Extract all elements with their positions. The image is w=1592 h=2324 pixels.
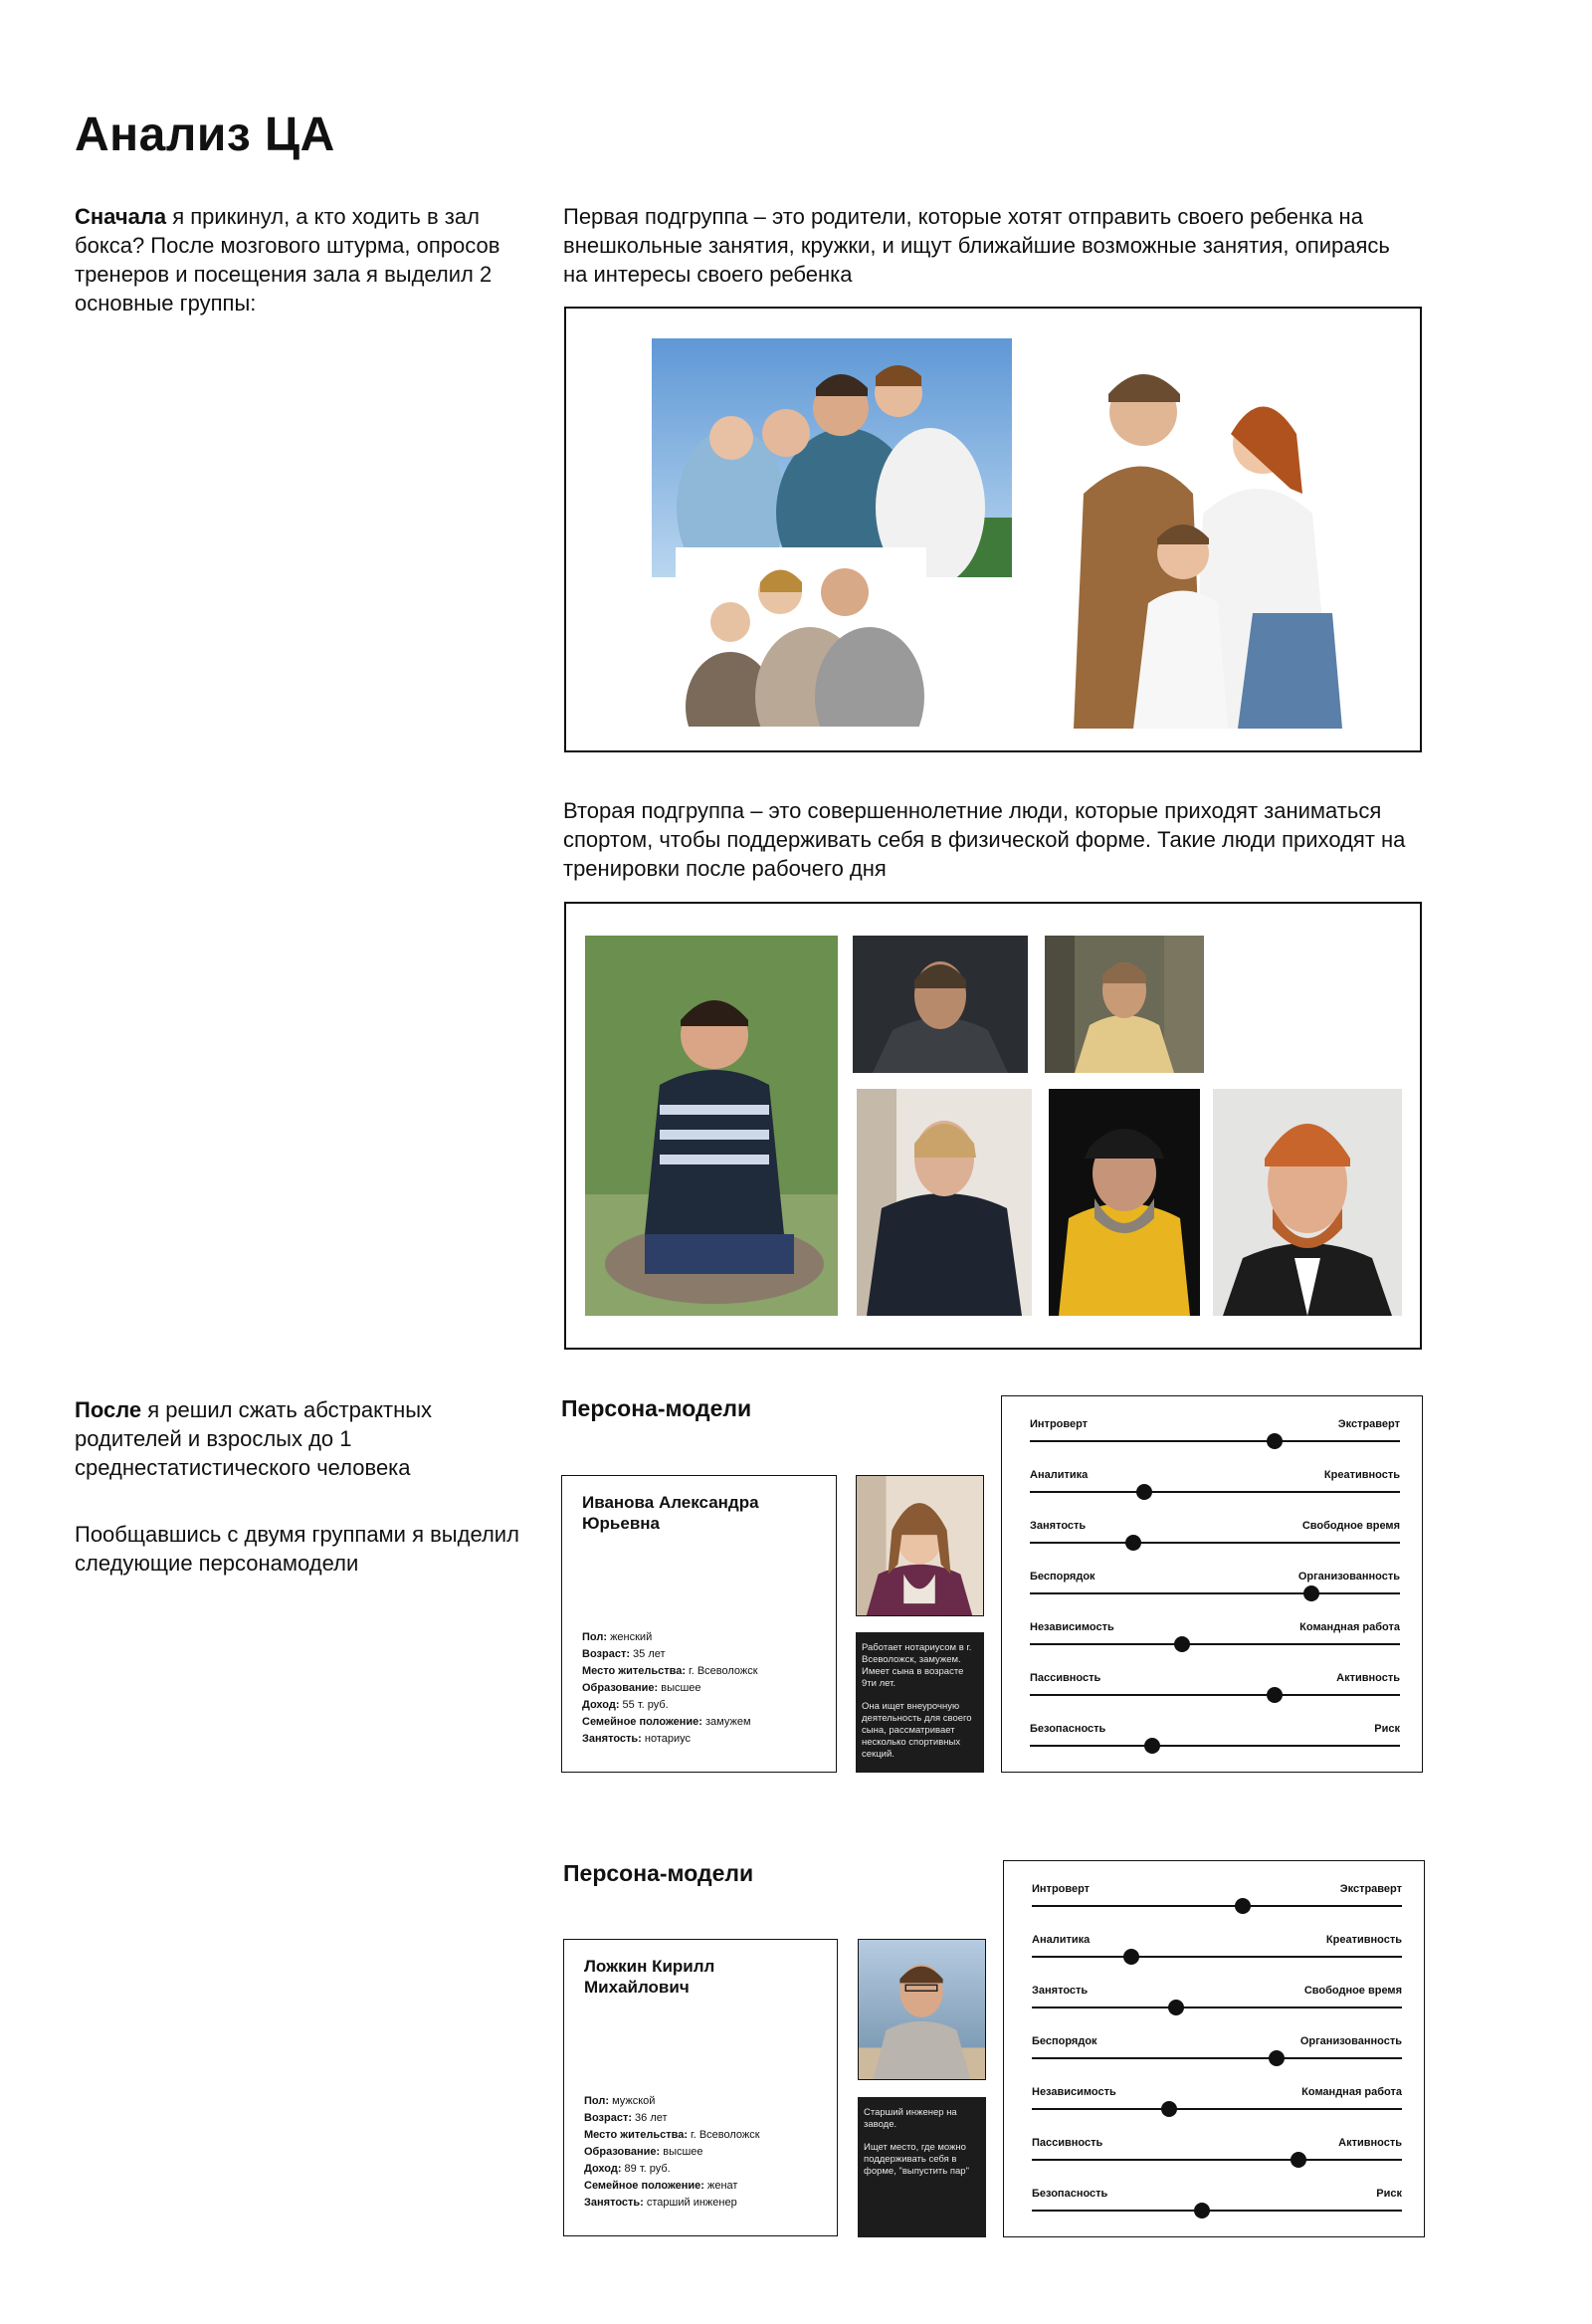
- trait-left-label: Безопасность: [1032, 2188, 1108, 2200]
- trait-right-label: Командная работа: [1299, 1621, 1400, 1633]
- trait-right-label: Риск: [1374, 1723, 1400, 1735]
- adult-photo-6: [1213, 1089, 1402, 1316]
- trait-track: [1032, 2057, 1402, 2059]
- persona-facts: [582, 1629, 758, 1748]
- adult-photo-4: [857, 1089, 1032, 1316]
- trait-right-label: Креативность: [1325, 1934, 1402, 1946]
- trait-left-label: Независимость: [1030, 1621, 1114, 1633]
- trait-scale: [1032, 2188, 1402, 2227]
- trait-track: [1032, 2108, 1402, 2110]
- trait-marker: [1144, 1738, 1160, 1754]
- trait-track: [1032, 1905, 1402, 1907]
- trait-track: [1030, 1694, 1400, 1696]
- trait-right-label: Активность: [1336, 1672, 1400, 1684]
- trait-marker: [1123, 1949, 1139, 1965]
- trait-right-label: Активность: [1338, 2137, 1402, 2149]
- trait-left-label: Аналитика: [1032, 1934, 1091, 1946]
- fact-row: Доход: 55 т. руб.: [582, 1699, 669, 1711]
- fact-row: Занятость: нотариус: [582, 1733, 692, 1745]
- trait-track: [1032, 2210, 1402, 2212]
- group1-photo-frame: [564, 307, 1422, 752]
- adult-photo-2: [853, 936, 1028, 1073]
- bio-line: Старший инженер на заводе.: [864, 2107, 957, 2130]
- trait-marker: [1136, 1484, 1152, 1500]
- persona-photo-2: [858, 1939, 986, 2080]
- family-photo-2: [676, 547, 926, 727]
- trait-scale: [1032, 1883, 1402, 1923]
- trait-marker: [1291, 2152, 1306, 2168]
- fact-row: Место жительства: г. Всеволожск: [584, 2129, 760, 2141]
- fact-row: Возраст: 35 лет: [582, 1648, 666, 1660]
- after-rest: я решил сжать абстрактных родителей и взрослых до 1 среднестатистического человека: [75, 1397, 433, 1480]
- bio-line: Ищет место, где можно поддерживать себя в форме, "выпустить пар": [864, 2142, 969, 2177]
- trait-scale: [1030, 1571, 1400, 1610]
- persona-bio-2: [858, 2097, 986, 2237]
- fact-row: Образование: высшее: [582, 1682, 701, 1694]
- fact-row: Возраст: 36 лет: [584, 2112, 668, 2124]
- intro-text: [75, 202, 532, 317]
- fact-row: Пол: мужской: [584, 2095, 656, 2107]
- trait-right-label: Креативность: [1323, 1469, 1400, 1481]
- trait-right-label: Свободное время: [1301, 1520, 1400, 1532]
- group2-photo-frame: [564, 902, 1422, 1350]
- intro-bold: Сначала: [75, 204, 167, 229]
- family-photo-1: [652, 338, 1012, 577]
- trait-right-label: Командная работа: [1301, 2086, 1402, 2098]
- trait-marker: [1125, 1535, 1141, 1551]
- trait-scale: [1032, 2137, 1402, 2177]
- trait-right-label: Экстраверт: [1337, 1418, 1400, 1430]
- fact-row: Занятость: старший инженер: [584, 2197, 737, 2209]
- trait-left-label: Пассивность: [1032, 2137, 1103, 2149]
- trait-scale: [1032, 1985, 1402, 2024]
- trait-scale: [1032, 1934, 1402, 1974]
- trait-track: [1030, 1745, 1400, 1747]
- fact-row: Образование: высшее: [584, 2146, 703, 2158]
- trait-marker: [1161, 2101, 1177, 2117]
- trait-right-label: Экстраверт: [1339, 1883, 1402, 1895]
- trait-track: [1030, 1643, 1400, 1645]
- trait-right-label: Организованность: [1297, 1571, 1400, 1583]
- trait-left-label: Беспорядок: [1030, 1571, 1095, 1583]
- group1-text: Первая подгруппа – это родители, которые хотят отправить своего ребенка на внешкольные занятия, кружки, и ищут ближайшие возможные занятия, опираясь на интересы своего ребенка: [563, 204, 1390, 287]
- persona-name: Ложкин Кирилл Михайлович: [584, 1957, 715, 1997]
- trait-marker: [1269, 2050, 1285, 2066]
- fact-row: Пол: женский: [582, 1631, 653, 1643]
- trait-left-label: Занятость: [1032, 1985, 1089, 1997]
- trait-left-label: Интроверт: [1032, 1883, 1091, 1895]
- after-text: [75, 1395, 502, 1482]
- persona-heading-2: Персона-модели: [563, 1860, 754, 1886]
- trait-marker: [1174, 1636, 1190, 1652]
- trait-left-label: Беспорядок: [1032, 2035, 1097, 2047]
- trait-scale: [1030, 1520, 1400, 1560]
- persona-heading-1: Персона-модели: [561, 1395, 752, 1421]
- trait-right-label: Свободное время: [1303, 1985, 1402, 1997]
- trait-track: [1030, 1440, 1400, 1442]
- persona-card-1: [561, 1475, 837, 1773]
- fact-row: Семейное положение: женат: [584, 2180, 738, 2192]
- adult-photo-3: [1045, 936, 1204, 1073]
- trait-track: [1030, 1491, 1400, 1493]
- persona-bio-1: [856, 1632, 984, 1773]
- after-para2: Пообщавшись с двумя группами я выделил следующие персонамодели: [75, 1522, 519, 1576]
- intro-rest: я прикинул, а кто ходить в зал бокса? После мозгового штурма, опросов тренеров и посещения зала я выделил 2 основные группы:: [75, 204, 500, 316]
- trait-track: [1032, 2159, 1402, 2161]
- trait-scale: [1030, 1469, 1400, 1509]
- bio-line: Она ищет внеурочную деятельность для своего сына, рассматривает несколько спортивных секций.: [862, 1701, 972, 1760]
- trait-left-label: Аналитика: [1030, 1469, 1089, 1481]
- trait-marker: [1235, 1898, 1251, 1914]
- fact-row: Место жительства: г. Всеволожск: [582, 1665, 758, 1677]
- trait-scale: [1030, 1418, 1400, 1458]
- trait-marker: [1267, 1433, 1283, 1449]
- trait-scale: [1032, 2086, 1402, 2126]
- persona-photo-1: [856, 1475, 984, 1616]
- trait-right-label: Риск: [1376, 2188, 1402, 2200]
- persona-card-2: [563, 1939, 838, 2236]
- fact-row: Семейное положение: замужем: [582, 1716, 751, 1728]
- trait-track: [1032, 1956, 1402, 1958]
- trait-track: [1032, 2007, 1402, 2008]
- trait-left-label: Пассивность: [1030, 1672, 1101, 1684]
- fact-row: Доход: 89 т. руб.: [584, 2163, 671, 2175]
- trait-track: [1030, 1542, 1400, 1544]
- persona-facts: [584, 2093, 760, 2212]
- adult-photo-1: [585, 936, 838, 1316]
- bio-line: Работает нотариусом в г. Всеволожск, замужем. Имеет сына в возрасте 9ти лет.: [862, 1642, 972, 1689]
- trait-marker: [1168, 2000, 1184, 2015]
- trait-left-label: Занятость: [1030, 1520, 1087, 1532]
- trait-scale: [1030, 1621, 1400, 1661]
- trait-right-label: Организованность: [1299, 2035, 1402, 2047]
- trait-left-label: Интроверт: [1030, 1418, 1089, 1430]
- trait-scale: [1030, 1672, 1400, 1712]
- trait-scale: [1030, 1723, 1400, 1763]
- trait-marker: [1303, 1585, 1319, 1601]
- persona-traits-2: [1003, 1860, 1425, 2237]
- persona-name: Иванова Александра Юрьевна: [582, 1493, 759, 1533]
- trait-left-label: Независимость: [1032, 2086, 1116, 2098]
- trait-track: [1030, 1592, 1400, 1594]
- trait-scale: [1032, 2035, 1402, 2075]
- trait-left-label: Безопасность: [1030, 1723, 1106, 1735]
- adult-photo-5: [1049, 1089, 1200, 1316]
- after-bold: После: [75, 1397, 142, 1422]
- page-title: Анализ ЦА: [75, 108, 335, 161]
- group2-text: Вторая подгруппа – это совершеннолетние люди, которые приходят заниматься спортом, чтобы поддерживать себя в физической форме. Такие люди приходят на тренировки после рабочего дня: [563, 798, 1406, 881]
- persona-traits-1: [1001, 1395, 1423, 1773]
- family-photo-3: [1054, 344, 1352, 729]
- trait-marker: [1267, 1687, 1283, 1703]
- trait-marker: [1194, 2203, 1210, 2218]
